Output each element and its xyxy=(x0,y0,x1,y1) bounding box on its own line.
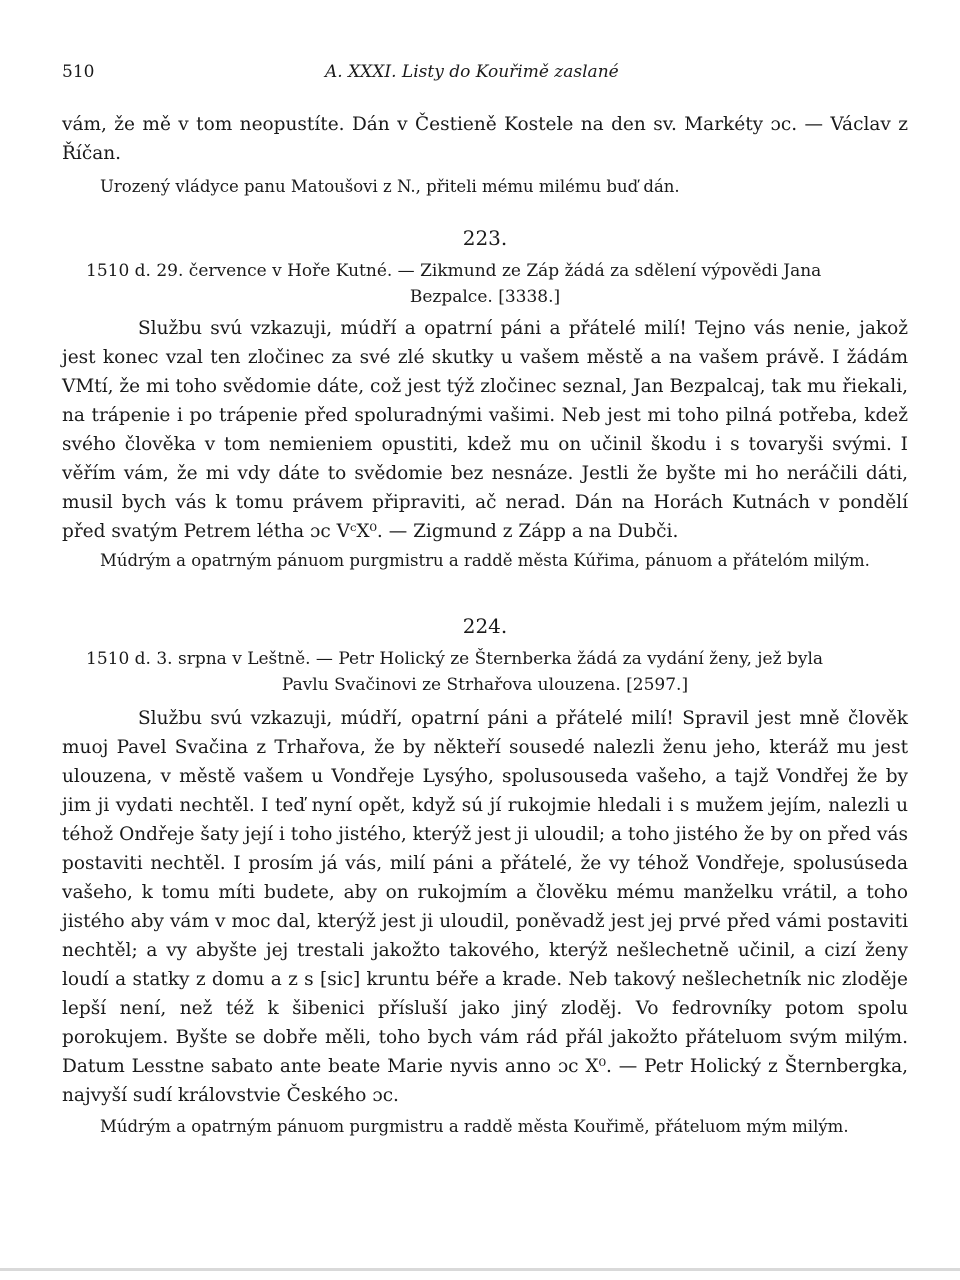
document-page xyxy=(62,62,908,1140)
letter-address: Múdrým a opatrným pánuom purgmistru a raddě města Kouřimě, přáteluom mým milým. xyxy=(100,1117,849,1136)
letter-regest xyxy=(62,646,908,698)
page-number: 510 xyxy=(62,62,95,82)
letter-number: 224. xyxy=(462,614,508,638)
letter-address: Múdrým a opatrným pánuom purgmistru a raddě města Kúřima, pánuom a přátelóm milým. xyxy=(100,551,870,570)
letter-body: Službu svú vzkazuji, múdří a opatrní páni a přátelé milí! Tejno vás nenie, jakož jest konec vzal ten zločinec za své zlé skutky u vašem městě a na vašem právě. I žádám VMtí, že mi toho svědomie dáte, což jest týž zločinec seznal, Jan Bezpalcaj, tak mu řiekali, na trápenie i po trápenie před spoluradnými vašimi. Neb jest mi toho pilná potřeba, kdež svého člověka v tom nemieniem opustiti, kdež mu on učinil škodu i s tovaryši svými. I věřím vám, že mi vdy dáte to svědomie bez nesnáze. Jestli že byšte mi ho neráčili dáti, musil bych vás k tomu právem připraviti, ač nerad. Dán na Horách Kutnách v pondělí před svatým Petrem létha ɔc VᶜX⁰. — Zigmund z Zápp a na Dubči. xyxy=(62,318,908,542)
letter-regest xyxy=(62,258,908,310)
regest-line-1: 1510 d. 3. srpna v Leštně. — Petr Holický ze Šternberka žádá za vydání ženy, jež byla xyxy=(86,649,824,669)
page-header xyxy=(62,62,908,86)
continuation-text: vám, že mě v tom neopustíte. Dán v Čestieně Kostele na den sv. Markéty ɔc. — Václav z Říčan. xyxy=(62,114,908,164)
continuation-address: Urozený vládyce panu Matoušovi z N., přiteli mému milému buď dán. xyxy=(100,177,680,196)
letter-body: Službu svú vzkazuji, múdří, opatrní páni a přátelé milí! Spravil jest mně člověk muoj Pavel Svačina z Trhařova, že by někteří sousedé nalezli ženu jeho, kteráž mu jest ulouzena, v městě vašem u Vondřeje Lysýho, spolusouseda vašeho, a tajž Vondřej že by jim ji vydati nechtěl. I teď nyní opět, když sú jí rukojmie hledali i s mužem jejím, nalezli u téhož Ondřeje šaty její i toho jistého, kterýž jest ji uloudil; a toho jistého že by on před vás postaviti nechtěl. I prosím já vás, milí páni a přátelé, že vy téhož Vondřeje, spolusúseda vašeho, k tomu míti budete, aby on rukojmím a člověku mému manželku vrátil, a toho jistého aby vám v moc dal, kterýž jest ji uloudil, poněvadž jest jej prvé před vámi postaviti nechtěl; a vy abyšte jej trestali jakožto takového, kterýž nešlechetně učinil, a cizí ženy loudí a statky z domu a z s [sic] kruntu béře a krade. Neb takový nešlechetník nic zloděje lepší není, než též k šibenici přísluší jako jiný zloděj. Vo fedrovníky potom spolu porokujem. Byšte se dobře měli, toho bych vám rád přál jakožto přáteluom svým milým. Datum Lesstne sabato ante beate Marie nyvis anno ɔc X⁰. — Petr Holický z Šternbergka, najvyší sudí královstvie Českého ɔc. xyxy=(62,708,908,1106)
regest-line-2: Pavlu Svačinovi ze Strhařova ulouzena. [2597.] xyxy=(281,675,689,695)
letter-224 xyxy=(62,614,908,1140)
regest-line-1: 1510 d. 29. července v Hoře Kutné. — Zikmund ze Záp žádá za sdělení výpovědi Jana xyxy=(86,261,822,281)
regest-line-2: Bezpalce. [3338.] xyxy=(409,287,561,307)
running-title: A. XXXI. Listy do Kouřimě zaslané xyxy=(325,62,619,82)
letter-number: 223. xyxy=(462,226,508,250)
scan-bottom-edge xyxy=(0,1268,960,1271)
letter-223 xyxy=(62,226,908,574)
